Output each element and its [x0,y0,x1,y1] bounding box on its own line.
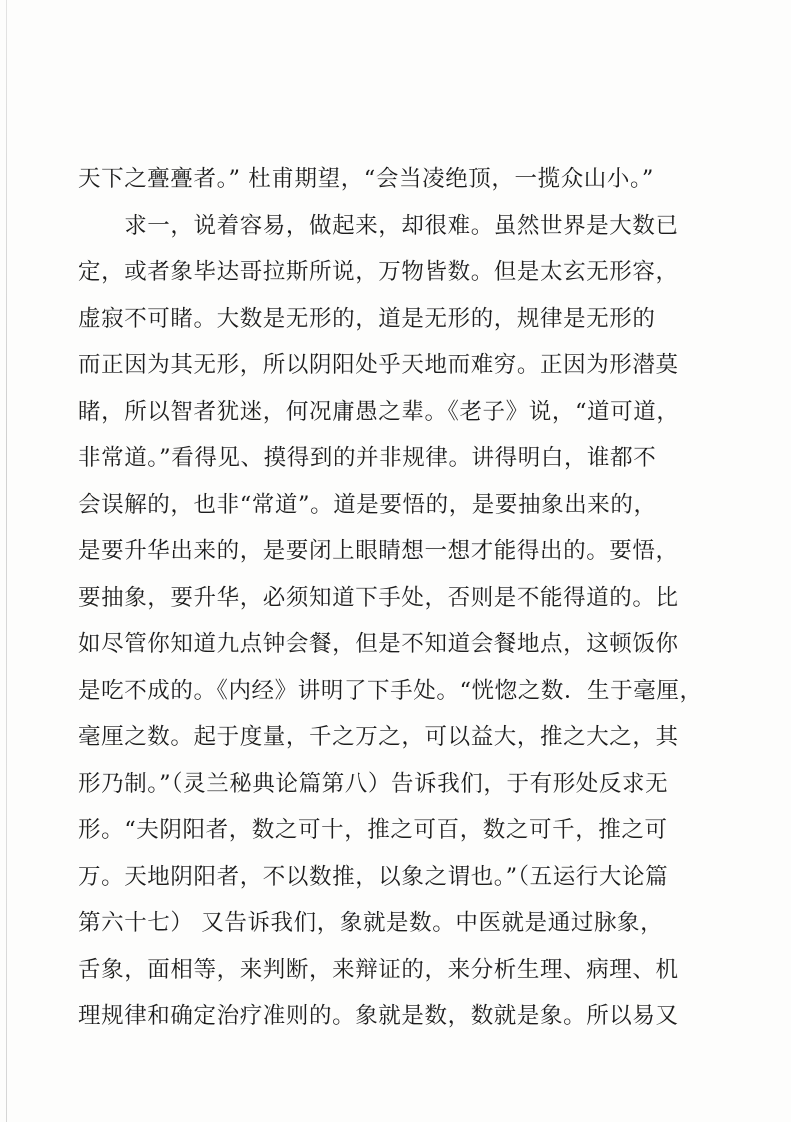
text-line-14: 形乃制。”（灵兰秘典论篇第八）告诉我们，于有形处反求无 [78,770,669,797]
text-line-13: 毫厘之数。起于度量，千之万之，可以益大，推之大之，其 [78,724,679,750]
text-line-10: 要抽象，要升华，必须知道下手处，否则是不能得道的。比 [78,584,679,611]
text-line-9: 是要升华出来的，是要闭上眼睛想一想才能得出的。要悟， [78,538,679,564]
text-line-15: 形。“夫阴阳者，数之可十，推之可百，数之可千，推之可 [78,817,668,843]
text-line-17: 第六十七） 又告诉我们，象就是数。中医就是通过脉象， [78,910,664,936]
text-line-4: 虚寂不可睹。大数是无形的，道是无形的，规律是无形的 [78,305,656,332]
text-line-12: 是吃不成的。《内经》讲明了下手处。“恍惚之数．生于毫厘， [78,677,703,704]
text-line-2: 求一，说着容易，做起来，却很难。虽然世界是大数已 [78,212,679,239]
text-line-16: 万。天地阴阳者，不以数推，以象之谓也。”（五运行大论篇 [78,863,669,890]
text-line-5: 而正因为其无形，所以阴阳处乎天地而难穷。正因为形潜莫 [78,352,679,378]
text-line-1: 天下之亹亹者。” 杜甫期望，“会当凌绝顶，一揽众山小。” [78,166,654,192]
text-line-11: 如尽管你知道九点钟会餐，但是不知道会餐地点，这顿饭你 [78,631,679,657]
scan-edge-line [6,0,7,1122]
text-line-7: 非常道。”看得见、摸得到的并非规律。讲得明白，谁都不 [78,445,657,471]
text-line-19: 理规律和确定治疗准则的。象就是数，数就是象。所以易又 [78,1003,679,1029]
text-line-18: 舌象，面相等，来判断，来辩证的，来分析生理、病理、机 [78,956,679,983]
text-line-8: 会误解的，也非“常道”。道是要悟的，是要抽象出来的， [78,491,657,518]
text-line-3: 定，或者象毕达哥拉斯所说，万物皆数。但是太玄无形容， [78,259,679,285]
text-line-6: 睹，所以智者犹迷，何况庸愚之辈。《老子》说，“道可道， [78,398,680,425]
